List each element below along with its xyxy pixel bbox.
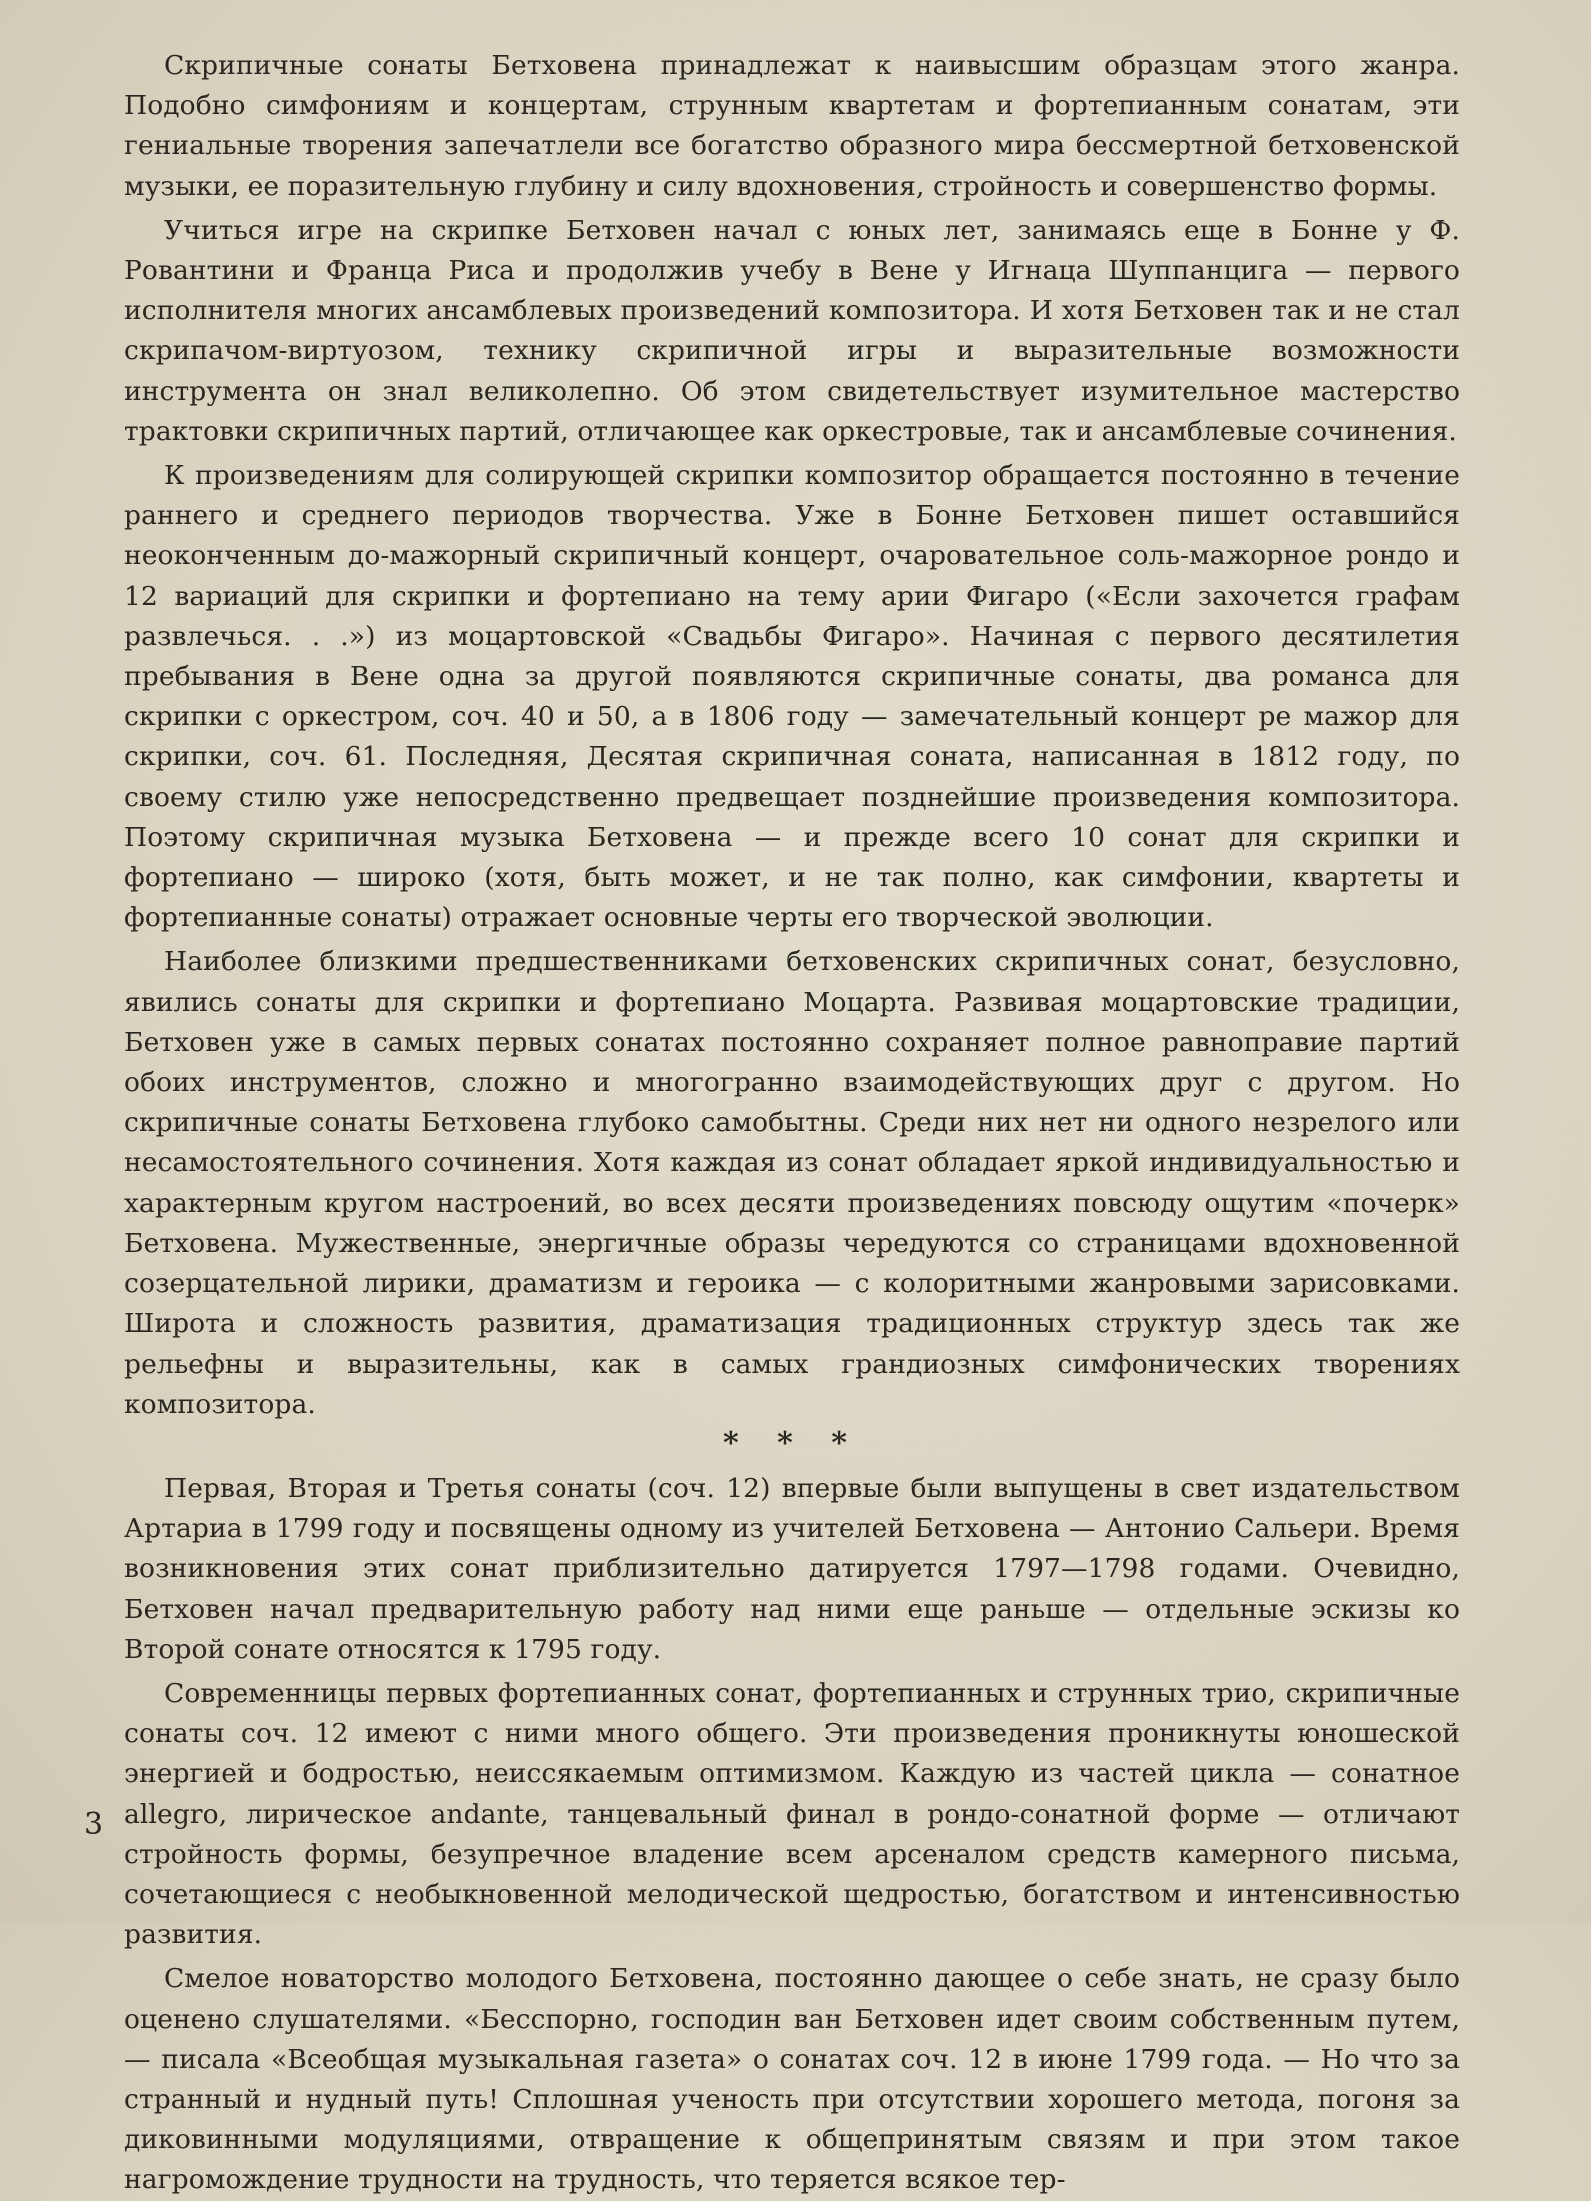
paragraph-7: Смелое новаторство молодого Бетховена, постоянно дающее о себе знать, не сразу было оценено слушателями. «Бесспорно, господин ван Бетховен идет своим собственным путем, — писала «Всеобщая музыкальная газета» о сонатах соч. 12 в июне 1799 года. — Но что за странный и нудный путь! Сплошная ученость при отсутствии хорошего метода, погоня за диковинными модуляциями, отвращение к общепринятым связям и при этом такое нагромождение трудности на трудность, что теряется всякое тер-: [124, 1963, 1460, 2196]
paragraph-4: Наиболее близкими предшественниками бетховенских скрипичных сонат, безусловно, явились сонаты для скрипки и фортепиано Моцарта. Развивая моцартовские традиции, Бетховен уже в самых первых сонатах постоянно сохраняет полное равноправие партий обоих инструментов, сложно и многогранно взаимодействующих друг с другом. Но скрипичные сонаты Бетховена глубоко самобытны. Среди них нет ни одного незрелого или несамостоятельного сочинения. Хотя каждая из сонат обладает яркой индивидуальностью и характерным кругом настроений, во всех десяти произведениях повсюду ощутим «почерк» Бетховена. Мужественные, энергичные образы чередуются со страницами вдохновенной созерцательной лирики, драматизм и героика — с колоритными жанровыми зарисовками. Широта и сложность развития, драматизация традиционных структур здесь так же рельефны и выразительны, как в самых грандиозных симфонических творениях композитора.: [124, 946, 1460, 1420]
paragraph-5: Первая, Вторая и Третья сонаты (соч. 12) впервые были выпущены в свет издательством Артариа в 1799 году и посвящены одному из учителей Бетховена — Антонио Сальери. Время возникновения этих сонат приблизительно датируется 1797—1798 годами. Очевидно, Бетховен начал предварительную работу над ними еще раньше — отдельные эскизы ко Второй сонате относятся к 1795 году.: [124, 1472, 1460, 1665]
paragraph-1: Скрипичные сонаты Бетховена принадлежат к наивысшим образцам этого жанра. Подобно симфониям и концертам, струнным квартетам и фортепианным сонатам, эти гениальные творения запечатлели все богатство образного мира бессмертной бетховенской музыки, ее поразительную глубину и силу вдохновения, стройность и совершенство формы.: [124, 50, 1460, 202]
paragraph-6: Современницы первых фортепианных сонат, фортепианных и струнных трио, скрипичные сонаты соч. 12 имеют с ними много общего. Эти произведения проникнуты юношеской энергией и бодростью, неиссякаемым оптимизмом. Каждую из частей цикла — сонатное allegro, лирическое andante, танцевальный финал в рондо-сонатной форме — отличают стройность формы, безупречное владение всем арсеналом средств камерного письма, сочетающиеся с необыкновенной мелодической щедростью, богатством и интенсивностью развития.: [124, 1677, 1460, 1951]
paragraph-3: К произведениям для солирующей скрипки композитор обращается постоянно в течение раннего и среднего периодов творчества. Уже в Бонне Бетховен пишет оставшийся неоконченным до-мажорный скрипичный концерт, очаровательное соль-мажорное рондо и 12 вариаций для скрипки и фортепиано на тему арии Фигаро («Если захочется графам развлечься. . .») из моцартовской «Свадьбы Фигаро». Начиная с первого десятилетия пребывания в Вене одна за другой появляются скрипичные сонаты, два романса для скрипки с оркестром, соч. 40 и 50, а в 1806 году — замечательный концерт ре мажор для скрипки, соч. 61. Последняя, Десятая скрипичная соната, написанная в 1812 году, по своему стилю уже непосредственно предвещает позднейшие произведения композитора. Поэтому скрипичная музыка Бетховена — и прежде всего 10 сонат для скрипки и фортепиано — широко (хотя, быть может, и не так полно, как симфонии, квартеты и фортепианные сонаты) отражает основные черты его творческой эволюции.: [124, 460, 1460, 934]
paragraph-2: Учиться игре на скрипке Бетховен начал с юных лет, занимаясь еще в Бонне у Ф. Ровантини и Франца Риса и продолжив учебу в Вене у Игнаца Шуппанцига — первого исполнителя многих ансамблевых произведений композитора. И хотя Бетховен так и не стал скрипачом-виртуозом, технику скрипичной игры и выразительные возможности инструмента он знал великолепно. Об этом свидетельствует изумительное мастерство трактовки скрипичных партий, отличающее как оркестровые, так и ансамблевые сочинения.: [124, 214, 1460, 447]
page-number: 3: [84, 1807, 104, 1842]
section-separator: * * *: [723, 1425, 861, 1461]
text-column: [124, 46, 1460, 2201]
